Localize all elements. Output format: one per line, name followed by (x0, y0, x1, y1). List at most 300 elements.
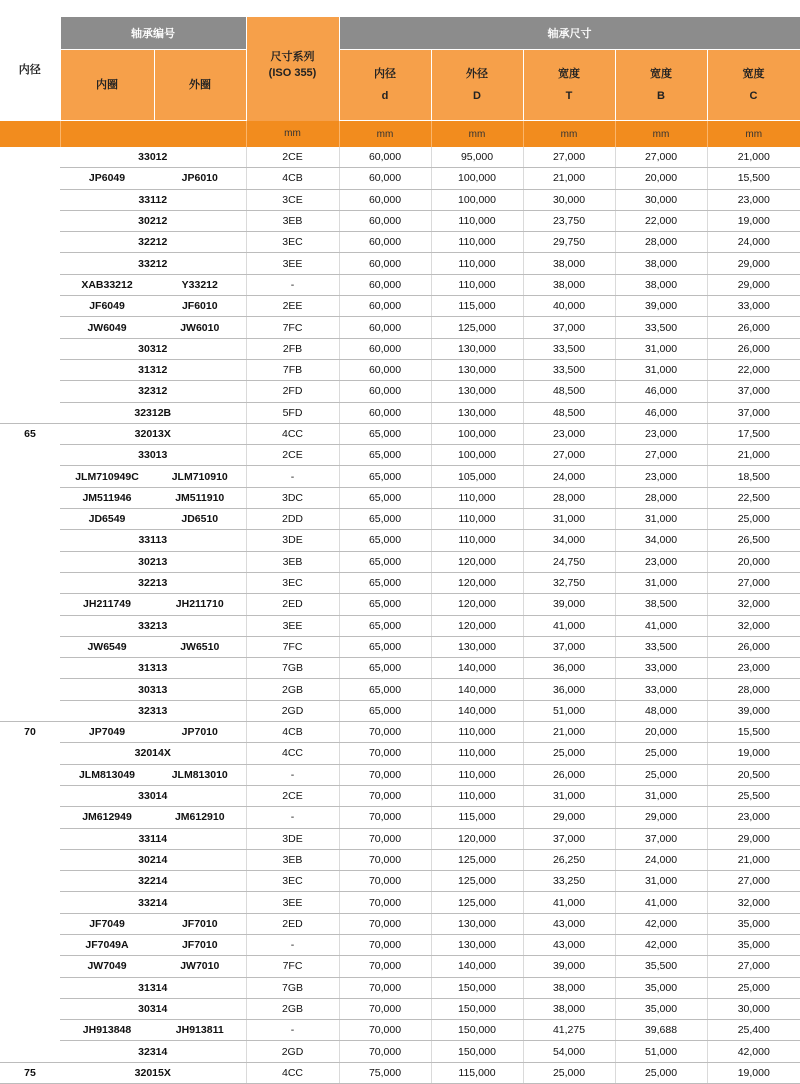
dim-cell-D: 130,000 (431, 359, 523, 380)
dim-cell-D: 110,000 (431, 253, 523, 274)
inner-dia-cell (0, 849, 60, 870)
dim-cell-T: 43,000 (523, 934, 615, 955)
dim-cell-D: 100,000 (431, 445, 523, 466)
inner-dia-cell (0, 232, 60, 253)
dim-cell-T: 21,000 (523, 722, 615, 743)
table-row (0, 913, 800, 934)
cup-cell: JH211710 (154, 594, 246, 615)
inner-dia-cell (0, 509, 60, 530)
dim-cell-d: 60,000 (339, 147, 431, 168)
inner-dia-cell (0, 764, 60, 785)
dim-cell-D: 115,000 (431, 1062, 523, 1083)
cup-cell: JF7010 (154, 934, 246, 955)
dim-cell-D: 125,000 (431, 871, 523, 892)
dim-cell-C: 29,000 (707, 274, 800, 295)
series-cell: 7FB (246, 359, 339, 380)
dim-cell-D: 150,000 (431, 1020, 523, 1041)
table-row (0, 551, 800, 572)
dim-cell-B: 25,000 (615, 743, 707, 764)
dim-cell-D: 110,000 (431, 785, 523, 806)
dim-cell-C: 35,000 (707, 934, 800, 955)
dim-cell-d: 70,000 (339, 871, 431, 892)
bearing-no-header: 轴承编号 (60, 17, 246, 50)
dim-cell-C: 23,000 (707, 189, 800, 210)
dim-cell-T: 41,275 (523, 1020, 615, 1041)
inner-dia-cell (0, 296, 60, 317)
inner-dia-cell (0, 466, 60, 487)
cone-cell: JLM813049 (60, 764, 154, 785)
inner-dia-cell (0, 487, 60, 508)
series-cell: 2GD (246, 700, 339, 721)
table-row (0, 1062, 800, 1083)
dim-cell-C: 30,000 (707, 998, 800, 1019)
dim-cell-d: 60,000 (339, 296, 431, 317)
dim-cell-B: 23,000 (615, 423, 707, 444)
dim-cell-T: 41,000 (523, 892, 615, 913)
cone-cell: JF6049 (60, 296, 154, 317)
dim-cell-B: 41,000 (615, 615, 707, 636)
cup-cell: JM612910 (154, 807, 246, 828)
table-row (0, 359, 800, 380)
dim-cell-d: 70,000 (339, 956, 431, 977)
series-cell: 2CE (246, 785, 339, 806)
bearing-no-cell: 33012 (60, 147, 246, 168)
dim-cell-T: 38,000 (523, 274, 615, 295)
series-cell: 2ED (246, 594, 339, 615)
series-cell: - (246, 807, 339, 828)
series-cell: 4CC (246, 743, 339, 764)
dim-cell-d: 60,000 (339, 189, 431, 210)
dim-cell-D: 150,000 (431, 1041, 523, 1062)
bearing-no-cell: 33214 (60, 892, 246, 913)
dim-cell-T: 33,500 (523, 359, 615, 380)
dim-cell-B: 31,000 (615, 871, 707, 892)
table-row (0, 871, 800, 892)
dim-cell-D: 120,000 (431, 615, 523, 636)
dim-cell-B: 31,000 (615, 338, 707, 359)
bearing-no-cell: 33212 (60, 253, 246, 274)
bearing-no-cell: 30212 (60, 210, 246, 231)
dim-cell-d: 60,000 (339, 359, 431, 380)
dim-cell-C: 20,500 (707, 764, 800, 785)
series-cell: 3DC (246, 487, 339, 508)
series-cell: 2GB (246, 998, 339, 1019)
dim-cell-B: 29,000 (615, 807, 707, 828)
dim-cell-d: 70,000 (339, 849, 431, 870)
table-row (0, 594, 800, 615)
dim-cell-D: 140,000 (431, 956, 523, 977)
dim-cell-d: 70,000 (339, 1020, 431, 1041)
dim-cell-D: 150,000 (431, 998, 523, 1019)
cone-cell: JW6049 (60, 317, 154, 338)
cup-cell: JD6510 (154, 509, 246, 530)
inner-dia-cell (0, 168, 60, 189)
table-row (0, 317, 800, 338)
dim-cell-T: 43,000 (523, 913, 615, 934)
dim-cell-d: 70,000 (339, 892, 431, 913)
col-header-C (707, 50, 800, 121)
inner-dia-cell (0, 210, 60, 231)
inner-dia-cell: 75 (0, 1062, 60, 1083)
table-row (0, 338, 800, 359)
dim-cell-T: 24,750 (523, 551, 615, 572)
inner-dia-cell (0, 530, 60, 551)
dim-cell-T: 30,000 (523, 189, 615, 210)
inner-dia-cell (0, 253, 60, 274)
dim-cell-D: 110,000 (431, 722, 523, 743)
dim-cell-T: 29,000 (523, 807, 615, 828)
dim-cell-d: 60,000 (339, 402, 431, 423)
series-cell: 5FD (246, 402, 339, 423)
inner-dia-cell (0, 828, 60, 849)
dim-cell-B: 51,000 (615, 1041, 707, 1062)
dim-cell-D: 110,000 (431, 274, 523, 295)
cup-cell: JW6010 (154, 317, 246, 338)
dim-cell-D: 120,000 (431, 594, 523, 615)
dim-cell-T: 25,000 (523, 743, 615, 764)
inner-dia-cell (0, 615, 60, 636)
dim-cell-d: 65,000 (339, 509, 431, 530)
dim-cell-B: 27,000 (615, 147, 707, 168)
dim-cell-C: 28,000 (707, 679, 800, 700)
dim-cell-d: 70,000 (339, 998, 431, 1019)
cup-cell: JLM710910 (154, 466, 246, 487)
dim-cell-B: 30,000 (615, 189, 707, 210)
dim-cell-T: 33,500 (523, 338, 615, 359)
series-cell: 3EC (246, 871, 339, 892)
inner-dia-cell (0, 359, 60, 380)
dim-cell-D: 140,000 (431, 658, 523, 679)
dim-cell-D: 110,000 (431, 743, 523, 764)
dim-cell-T: 36,000 (523, 658, 615, 679)
inner-dia-cell (0, 934, 60, 955)
dim-cell-T: 39,000 (523, 594, 615, 615)
table-row (0, 1020, 800, 1041)
dim-cell-D: 120,000 (431, 551, 523, 572)
dim-cell-C: 17,500 (707, 423, 800, 444)
inner-dia-cell (0, 658, 60, 679)
dim-cell-d: 70,000 (339, 807, 431, 828)
dim-cell-d: 65,000 (339, 679, 431, 700)
dim-cell-d: 65,000 (339, 530, 431, 551)
bearing-no-cell: 32014X (60, 743, 246, 764)
unit-cell: mm (431, 121, 523, 148)
dim-cell-B: 33,500 (615, 317, 707, 338)
bearing-no-cell: 32214 (60, 871, 246, 892)
inner-dia-cell (0, 551, 60, 572)
series-cell: 4CC (246, 423, 339, 444)
dim-cell-T: 38,000 (523, 253, 615, 274)
dim-cell-C: 18,500 (707, 466, 800, 487)
table-row (0, 998, 800, 1019)
dim-cell-C: 26,500 (707, 530, 800, 551)
table-row (0, 956, 800, 977)
series-cell: - (246, 274, 339, 295)
dim-cell-D: 130,000 (431, 636, 523, 657)
col-name: 宽度 (650, 68, 672, 80)
series-cell: 3EB (246, 849, 339, 870)
series-cell: 3EB (246, 210, 339, 231)
dim-cell-D: 140,000 (431, 679, 523, 700)
table-row (0, 147, 800, 168)
inner-dia-cell (0, 572, 60, 593)
dim-cell-B: 20,000 (615, 168, 707, 189)
table-row (0, 700, 800, 721)
series-cell: 2DD (246, 509, 339, 530)
cone-cell: JH913848 (60, 1020, 154, 1041)
dim-cell-d: 65,000 (339, 700, 431, 721)
col-name: 宽度 (558, 68, 580, 80)
col-symbol: C (749, 90, 758, 102)
dim-cell-D: 130,000 (431, 913, 523, 934)
table-row (0, 658, 800, 679)
table-row (0, 615, 800, 636)
dim-cell-C: 26,000 (707, 338, 800, 359)
dim-cell-d: 65,000 (339, 636, 431, 657)
series-cell: 3EC (246, 232, 339, 253)
dim-cell-B: 33,000 (615, 658, 707, 679)
dim-cell-T: 27,000 (523, 445, 615, 466)
dim-cell-d: 60,000 (339, 253, 431, 274)
dim-cell-B: 46,000 (615, 402, 707, 423)
col-header-D (431, 50, 523, 121)
table-row (0, 445, 800, 466)
bearing-table (0, 16, 800, 1084)
dim-cell-B: 31,000 (615, 359, 707, 380)
cone-cell: JW7049 (60, 956, 154, 977)
dim-cell-B: 38,000 (615, 274, 707, 295)
unit-cell: mm (339, 121, 431, 148)
inner-dia-header: 内径 (0, 17, 60, 121)
inner-dia-cell (0, 785, 60, 806)
dim-cell-T: 37,000 (523, 828, 615, 849)
dim-cell-B: 34,000 (615, 530, 707, 551)
table-row (0, 572, 800, 593)
dim-cell-d: 75,000 (339, 1062, 431, 1083)
series-cell: 7GB (246, 658, 339, 679)
dim-cell-B: 22,000 (615, 210, 707, 231)
series-cell: 3DE (246, 828, 339, 849)
cup-cell: JW7010 (154, 956, 246, 977)
dim-cell-T: 39,000 (523, 956, 615, 977)
dim-cell-d: 65,000 (339, 423, 431, 444)
series-cell: 3DE (246, 530, 339, 551)
dim-cell-C: 27,000 (707, 956, 800, 977)
inner-dia-cell (0, 445, 60, 466)
dim-cell-D: 130,000 (431, 381, 523, 402)
cup-cell: JP7010 (154, 722, 246, 743)
series-cell: 2FB (246, 338, 339, 359)
cone-cell: JH211749 (60, 594, 154, 615)
cone-cell: JP6049 (60, 168, 154, 189)
table-body (0, 147, 800, 1084)
dim-cell-B: 25,000 (615, 1062, 707, 1083)
series-cell: 3EC (246, 572, 339, 593)
table-row (0, 892, 800, 913)
dim-cell-C: 19,000 (707, 210, 800, 231)
table-row (0, 764, 800, 785)
dim-cell-d: 70,000 (339, 1041, 431, 1062)
table-row (0, 828, 800, 849)
dim-cell-d: 65,000 (339, 445, 431, 466)
dim-cell-B: 39,000 (615, 296, 707, 317)
dim-cell-C: 21,000 (707, 849, 800, 870)
dim-cell-B: 23,000 (615, 466, 707, 487)
cone-cell: JM612949 (60, 807, 154, 828)
bearing-no-cell: 31312 (60, 359, 246, 380)
dim-cell-d: 65,000 (339, 551, 431, 572)
dim-cell-d: 60,000 (339, 168, 431, 189)
dim-cell-T: 32,750 (523, 572, 615, 593)
inner-dia-cell (0, 1020, 60, 1041)
unit-cell: mm (615, 121, 707, 148)
dim-cell-C: 24,000 (707, 232, 800, 253)
dim-cell-C: 25,000 (707, 977, 800, 998)
dim-cell-B: 37,000 (615, 828, 707, 849)
dim-cell-B: 31,000 (615, 785, 707, 806)
series-cell: - (246, 1020, 339, 1041)
table-row (0, 274, 800, 295)
table-row (0, 722, 800, 743)
dim-cell-T: 23,750 (523, 210, 615, 231)
inner-dia-cell (0, 402, 60, 423)
series-cell: 7FC (246, 636, 339, 657)
unit-cell-blank (60, 121, 246, 148)
dim-cell-D: 150,000 (431, 977, 523, 998)
dim-cell-B: 46,000 (615, 381, 707, 402)
dim-cell-D: 130,000 (431, 338, 523, 359)
col-header-d (339, 50, 431, 121)
series-cell: 4CB (246, 722, 339, 743)
table-row (0, 977, 800, 998)
col-name: 外径 (466, 68, 488, 80)
table-row (0, 210, 800, 231)
table-row (0, 168, 800, 189)
dim-cell-B: 48,000 (615, 700, 707, 721)
bearing-no-cell: 32212 (60, 232, 246, 253)
dim-cell-D: 110,000 (431, 232, 523, 253)
series-header (246, 17, 339, 121)
bearing-no-cell: 33014 (60, 785, 246, 806)
series-cell: 2GD (246, 1041, 339, 1062)
inner-dia-cell (0, 998, 60, 1019)
bearing-no-cell: 30313 (60, 679, 246, 700)
dim-cell-T: 37,000 (523, 317, 615, 338)
bearing-no-cell: 32312B (60, 402, 246, 423)
dim-cell-C: 21,000 (707, 147, 800, 168)
table-row (0, 679, 800, 700)
dim-cell-B: 31,000 (615, 572, 707, 593)
inner-dia-cell (0, 956, 60, 977)
inner-dia-cell (0, 679, 60, 700)
dim-cell-d: 65,000 (339, 466, 431, 487)
col-name: 内径 (374, 68, 396, 80)
table-row (0, 466, 800, 487)
table-row (0, 785, 800, 806)
dim-cell-B: 20,000 (615, 722, 707, 743)
bearing-no-cell: 32013X (60, 423, 246, 444)
series-cell: - (246, 764, 339, 785)
dim-cell-B: 38,500 (615, 594, 707, 615)
series-cell: 2EE (246, 296, 339, 317)
dim-cell-T: 31,000 (523, 509, 615, 530)
dim-cell-B: 41,000 (615, 892, 707, 913)
dim-cell-T: 21,000 (523, 168, 615, 189)
dim-cell-T: 33,250 (523, 871, 615, 892)
dim-cell-D: 130,000 (431, 402, 523, 423)
inner-dia-cell (0, 892, 60, 913)
dim-cell-D: 110,000 (431, 764, 523, 785)
inner-dia-cell (0, 147, 60, 168)
dim-cell-T: 34,000 (523, 530, 615, 551)
dim-cell-T: 54,000 (523, 1041, 615, 1062)
series-cell: 7FC (246, 317, 339, 338)
dim-cell-C: 21,000 (707, 445, 800, 466)
dim-cell-C: 27,000 (707, 572, 800, 593)
dim-cell-C: 42,000 (707, 1041, 800, 1062)
series-cell: 3EB (246, 551, 339, 572)
dim-cell-T: 31,000 (523, 785, 615, 806)
dim-cell-C: 27,000 (707, 871, 800, 892)
cup-cell: JW6510 (154, 636, 246, 657)
cone-cell: JF7049 (60, 913, 154, 934)
dim-cell-d: 70,000 (339, 977, 431, 998)
cup-cell: JLM813010 (154, 764, 246, 785)
dim-cell-C: 39,000 (707, 700, 800, 721)
dim-cell-D: 115,000 (431, 296, 523, 317)
cone-cell: JP7049 (60, 722, 154, 743)
inner-dia-cell (0, 594, 60, 615)
col-name: 宽度 (742, 68, 765, 80)
bearing-no-cell: 31313 (60, 658, 246, 679)
series-cell: 4CB (246, 168, 339, 189)
table-row (0, 849, 800, 870)
series-cell: - (246, 934, 339, 955)
dim-cell-T: 40,000 (523, 296, 615, 317)
unit-row (0, 121, 800, 148)
dim-cell-T: 36,000 (523, 679, 615, 700)
inner-dia-cell (0, 189, 60, 210)
dim-cell-C: 37,000 (707, 381, 800, 402)
series-cell: 2CE (246, 147, 339, 168)
bearing-no-cell: 30213 (60, 551, 246, 572)
dim-cell-B: 35,000 (615, 998, 707, 1019)
dim-cell-B: 33,000 (615, 679, 707, 700)
dim-cell-T: 25,000 (523, 1062, 615, 1083)
dim-cell-T: 26,000 (523, 764, 615, 785)
table-row (0, 402, 800, 423)
dim-cell-C: 15,500 (707, 722, 800, 743)
dim-cell-D: 100,000 (431, 423, 523, 444)
dim-cell-d: 70,000 (339, 913, 431, 934)
dim-cell-D: 130,000 (431, 934, 523, 955)
unit-cell: mm (523, 121, 615, 148)
dim-cell-T: 38,000 (523, 998, 615, 1019)
unit-cell-blank (0, 121, 60, 148)
col-header-B (615, 50, 707, 121)
dim-cell-C: 26,000 (707, 317, 800, 338)
bearing-no-cell: 33213 (60, 615, 246, 636)
dim-cell-C: 23,000 (707, 807, 800, 828)
dim-cell-d: 60,000 (339, 232, 431, 253)
dim-cell-C: 33,000 (707, 296, 800, 317)
dim-cell-d: 65,000 (339, 572, 431, 593)
bearing-no-cell: 33114 (60, 828, 246, 849)
dim-cell-C: 23,000 (707, 658, 800, 679)
dim-cell-D: 115,000 (431, 807, 523, 828)
series-cell: 2CE (246, 445, 339, 466)
inner-dia-cell (0, 636, 60, 657)
